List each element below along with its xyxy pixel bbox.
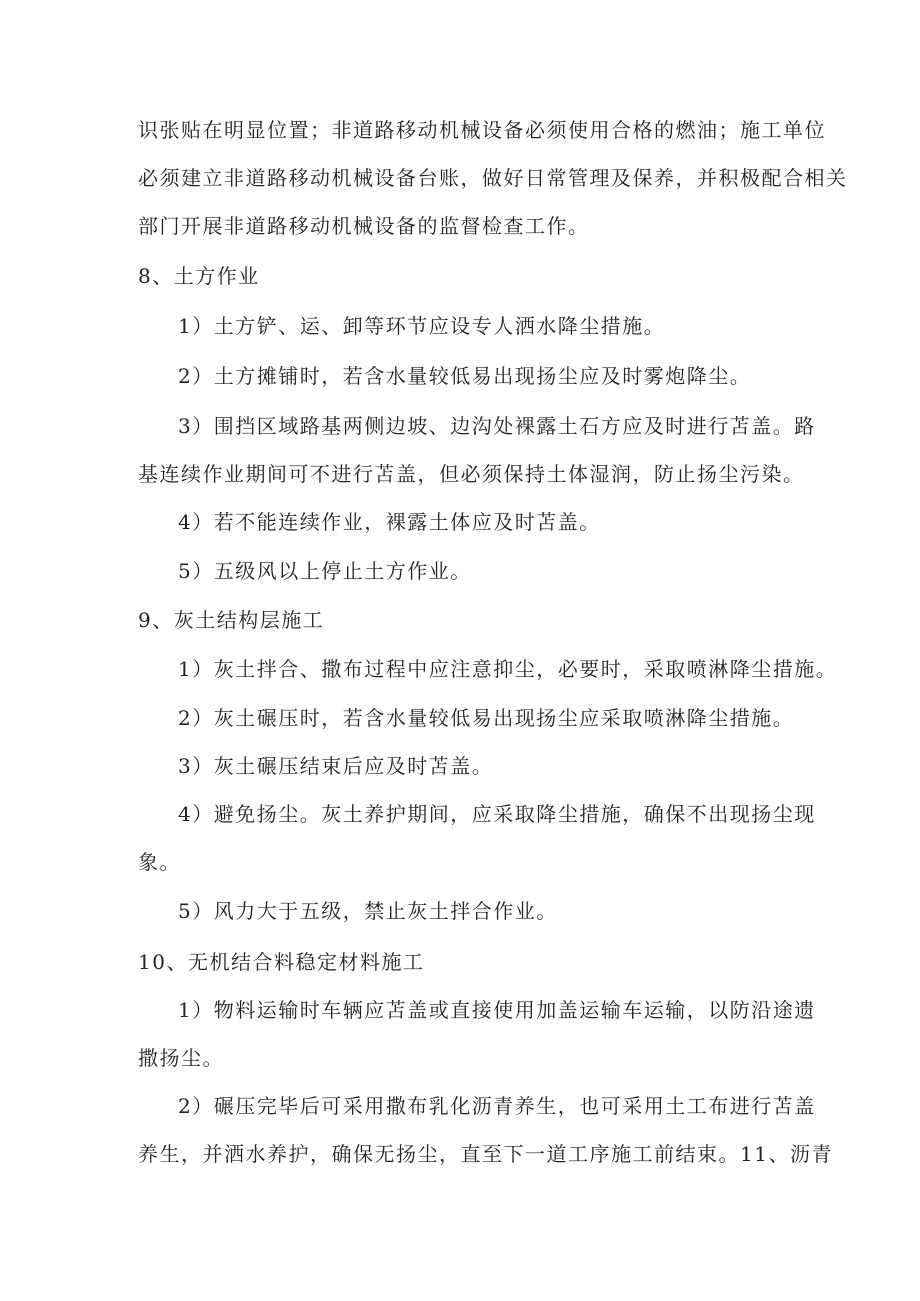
list-item: 2）灰土碾压时，若含水量较低易出现扬尘应采取喷淋降尘措施。 bbox=[178, 706, 795, 730]
paragraph-line: 必须建立非道路移动机械设备台账，做好日常管理及保养，并积极配合相关 bbox=[138, 166, 848, 190]
list-item: 4）若不能连续作业，裸露土体应及时苫盖。 bbox=[178, 510, 601, 534]
list-item: 3）灰土碾压结束后应及时苫盖。 bbox=[178, 754, 494, 778]
list-item: 1）物料运输时车辆应苫盖或直接使用加盖运输车运输，以防沿途遗 bbox=[178, 998, 816, 1022]
list-item: 1）土方铲、运、卸等环节应设专人洒水降尘措施。 bbox=[178, 314, 666, 338]
list-item: 3）围挡区域路基两侧边坡、边沟处裸露土石方应及时进行苫盖。路 bbox=[178, 414, 816, 438]
list-item-continuation: 撒扬尘。 bbox=[138, 1046, 224, 1070]
paragraph-line: 部门开展非道路移动机械设备的监督检查工作。 bbox=[138, 214, 590, 238]
list-item: 4）避免扬尘。灰土养护期间，应采取降尘措施，确保不出现扬尘现 bbox=[178, 802, 816, 826]
list-item-continuation: 基连续作业期间可不进行苫盖，但必须保持土体湿润，防止扬尘污染。 bbox=[138, 462, 805, 486]
list-item-continuation: 养生，并洒水养护，确保无扬尘，直至下一道工序施工前结束。11、沥青 bbox=[138, 1142, 833, 1166]
list-item: 2）土方摊铺时，若含水量较低易出现扬尘应及时雾炮降尘。 bbox=[178, 364, 752, 388]
paragraph-line: 识张贴在明显位置；非道路移动机械设备必须使用合格的燃油；施工单位 bbox=[138, 118, 826, 142]
list-item: 2）碾压完毕后可采用撒布乳化沥青养生，也可采用土工布进行苫盖 bbox=[178, 1094, 816, 1118]
section-heading: 8、土方作业 bbox=[138, 264, 260, 288]
list-item: 1）灰土拌合、撒布过程中应注意抑尘，必要时，采取喷淋降尘措施。 bbox=[178, 657, 838, 681]
list-item: 5）风力大于五级，禁止灰土拌合作业。 bbox=[178, 899, 558, 923]
section-heading: 9、灰土结构层施工 bbox=[138, 608, 325, 632]
section-heading: 10、无机结合料稳定材料施工 bbox=[138, 950, 425, 974]
list-item: 5）五级风以上停止土方作业。 bbox=[178, 559, 472, 583]
list-item-continuation: 象。 bbox=[138, 850, 181, 874]
